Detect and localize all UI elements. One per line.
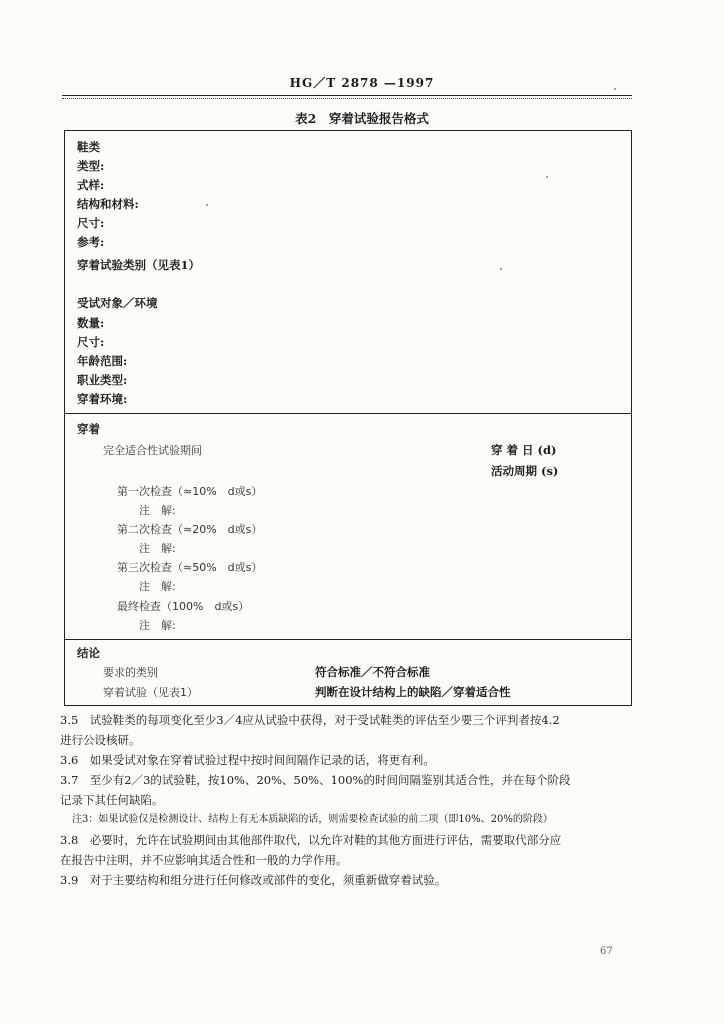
field-structure: 结构和材料: [77,197,139,211]
scan-speck [500,268,502,270]
note-3 [72,810,672,830]
check-4-label: 最终检查（100% d或s） [117,600,250,613]
clause-3-7-line-2: 记录下其任何缺陷。 [60,793,164,807]
field-style: 式样: [77,178,105,192]
note-3-text: 注3：如果试验仅是检测设计、结构上有无本质缺陷的话，则需要检查试验的前二项（即10%、20%的阶段） [72,814,553,825]
field-wear-category: 穿着试验类别（见表1） [77,258,201,272]
required-category-label: 要求的类别 [103,666,158,679]
conclusion-title: 结论 [77,646,100,660]
clause-3-9 [60,870,660,890]
standard-code: HG／T 2878 —1997 [289,76,435,90]
header-rule [62,95,632,96]
clause-3-8-line-1: 3.8 必要时，允许在试验期间由其他部件取代，以允许对鞋的其他方面进行评估，需要取代部分应 [60,833,562,847]
clause-3-5 [60,710,660,750]
table-caption: 表2 穿着试验报告格式 [295,111,429,126]
section-divider-1 [65,413,631,414]
check-1-note: 注 解: [139,504,176,517]
clause-3-7-line-1: 3.7 至少有2／3的试验鞋，按10%、20%、50%、100%的时间间隔鉴别其适合性，并在每个阶段 [60,773,571,787]
activity-cycle-label: 活动周期 (s) [491,464,559,478]
page-number: 67 [600,946,613,957]
clause-3-7 [60,770,660,810]
clause-3-9-line-1: 3.9 对于主要结构和组分进行任何修改或部件的变化，须重新做穿着试验。 [60,873,447,887]
clause-3-6 [60,750,660,770]
field-reference: 参考: [77,235,105,249]
report-form-table [64,130,632,706]
wear-period-label: 完全适合性试验期间 [103,444,202,457]
clause-3-8 [60,830,660,870]
field-subject-size: 尺寸: [77,335,105,349]
compliance-label: 符合标准／不符合标准 [315,665,430,679]
check-3-label: 第三次检查（≈50% d或s） [117,561,263,574]
section-divider-2 [65,639,631,640]
clause-3-8-line-2: 在报告中注明，并不应影响其适合性和一般的力学作用。 [60,853,348,867]
header-rule-dotted [62,98,632,99]
field-quantity: 数量: [77,316,105,330]
wear-days-label: 穿 着 日 (d) [491,443,557,457]
check-2-note: 注 解: [139,542,176,555]
defect-judgement-label: 判断在设计结构上的缺陷／穿着适合性 [315,685,511,699]
scan-speck [206,204,208,206]
wear-test-label: 穿着试验（见表1） [103,686,198,699]
field-environment: 穿着环境: [77,392,128,406]
check-2-label: 第二次检查（≈20% d或s） [117,523,263,536]
scan-speck [614,88,616,90]
shoe-section-title: 鞋类 [77,140,100,154]
field-age-range: 年龄范围: [77,354,128,368]
clause-3-6-line-1: 3.6 如果受试对象在穿着试验过程中按时间间隔作记录的话，将更有利。 [60,753,435,767]
wear-section-title: 穿着 [77,422,100,436]
check-1-label: 第一次检查（≈10% d或s） [117,485,263,498]
field-occupation: 职业类型: [77,373,128,387]
field-size: 尺寸: [77,216,105,230]
scan-speck [546,176,548,178]
check-4-note: 注 解: [139,619,176,632]
clause-3-5-line-1: 3.5 试验鞋类的每项变化至少3／4应从试验中获得，对于受试鞋类的评估至少要三个评判者按4.2 [60,713,560,727]
check-3-note: 注 解: [139,580,176,593]
subject-section-title: 受试对象／环境 [77,296,158,310]
field-type: 类型: [77,159,105,173]
clause-3-5-line-2: 进行公设核研。 [60,733,141,747]
